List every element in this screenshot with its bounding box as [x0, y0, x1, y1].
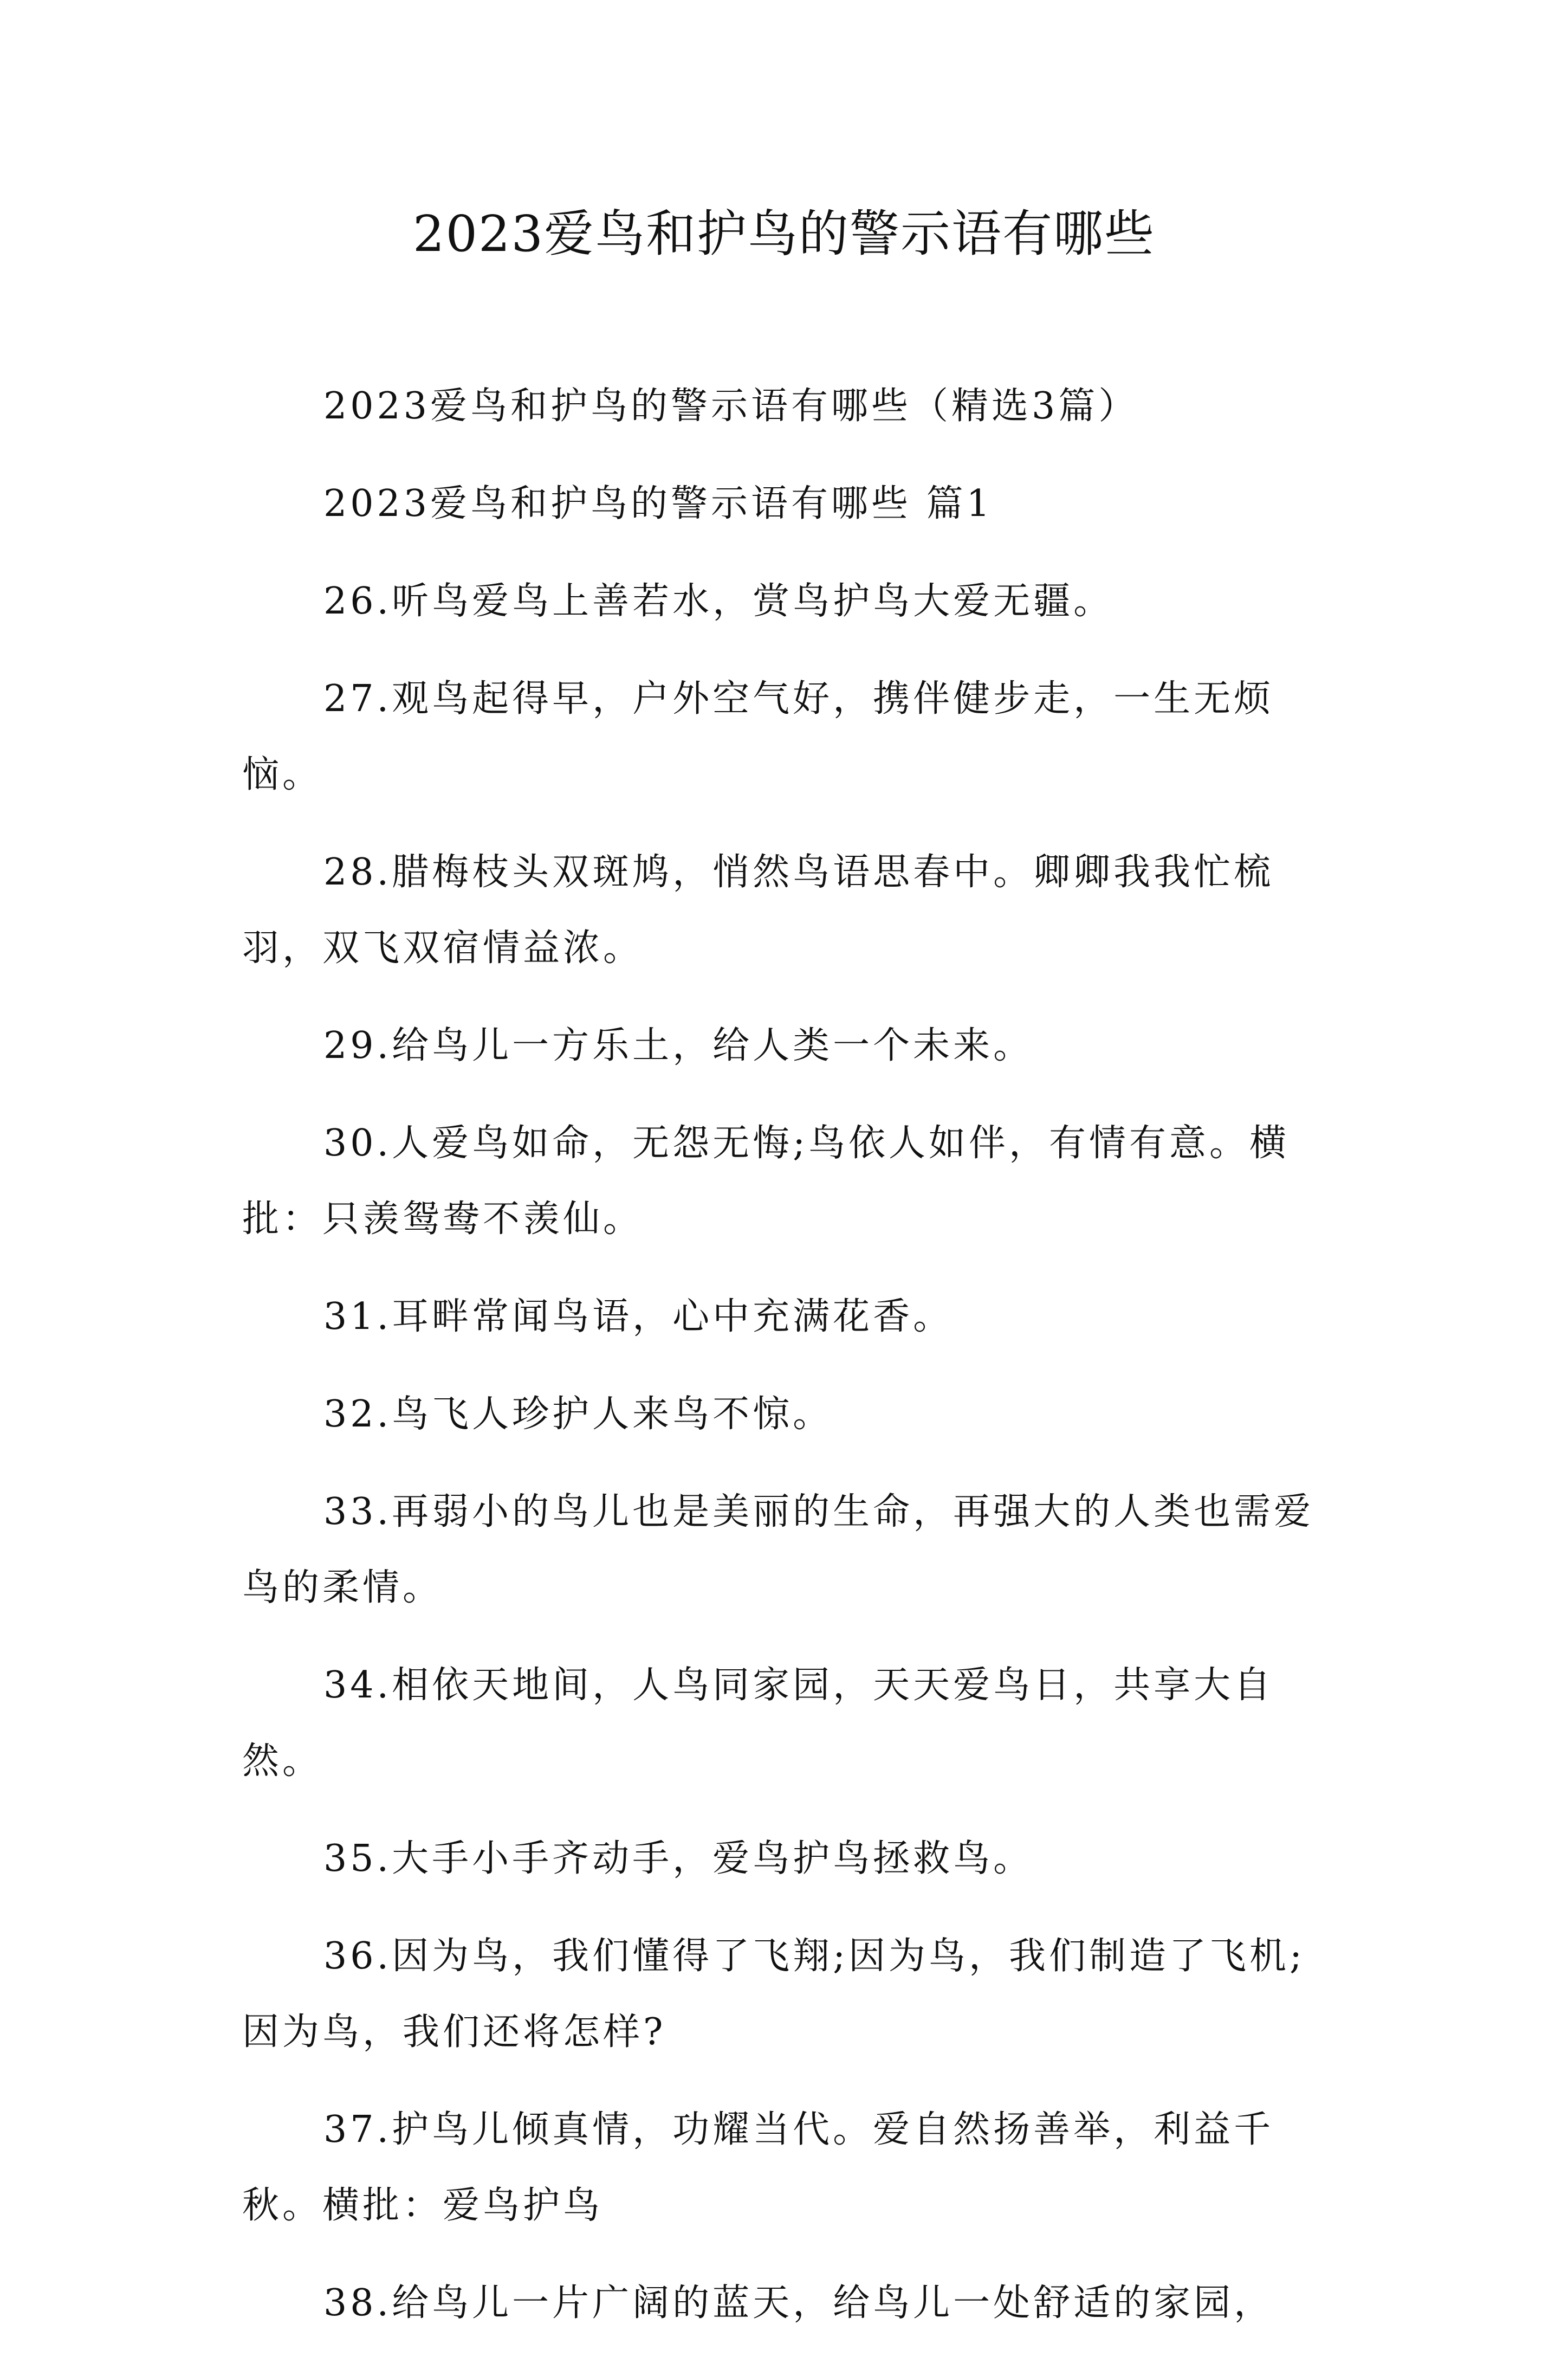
paragraph-subtitle: 2023爱鸟和护鸟的警示语有哪些（精选3篇）	[323, 385, 1139, 428]
slogan-item: 37.护鸟儿倾真情，功耀当代。爱自然扬善举，利益千秋。横批：爱鸟护鸟	[242, 2108, 1274, 2227]
document-title: 2023爱鸟和护鸟的警示语有哪些	[412, 205, 1156, 263]
slogan-item: 30.人爱鸟如命，无怨无悔;鸟依人如伴，有情有意。横批：只羡鸳鸯不羡仙。	[242, 1122, 1290, 1241]
slogan-item: 35.大手小手齐动手，爱鸟护鸟拯救鸟。	[323, 1837, 1034, 1880]
slogan-item: 29.给鸟儿一方乐土，给人类一个未来。	[323, 1024, 1034, 1067]
slogan-item: 33.再弱小的鸟儿也是美丽的生命，再强大的人类也需爱鸟的柔情。	[242, 1490, 1314, 1609]
slogan-item: 31.耳畔常闻鸟语，心中充满花香。	[323, 1295, 954, 1338]
paragraph-section-heading: 2023爱鸟和护鸟的警示语有哪些 篇1	[323, 482, 993, 525]
slogan-item: 38.给鸟儿一片广阔的蓝天，给鸟儿一处舒适的家园，	[323, 2282, 1274, 2325]
slogan-item: 26.听鸟爱鸟上善若水，赏鸟护鸟大爱无疆。	[323, 580, 1114, 623]
slogan-item: 34.相依天地间，人鸟同家园，天天爱鸟日，共享大自然。	[242, 1664, 1274, 1783]
document-body	[242, 369, 1337, 2363]
slogan-item: 32.鸟飞人珍护人来鸟不惊。	[323, 1393, 833, 1436]
slogan-item: 36.因为鸟，我们懂得了飞翔;因为鸟，我们制造了飞机;因为鸟，我们还将怎样?	[242, 1935, 1305, 2054]
slogan-item: 28.腊梅枝头双斑鸠，悄然鸟语思春中。卿卿我我忙梳羽，双飞双宿情益浓。	[242, 851, 1274, 970]
slogan-item: 27.观鸟起得早，户外空气好，携伴健步走，一生无烦恼。	[242, 677, 1274, 796]
